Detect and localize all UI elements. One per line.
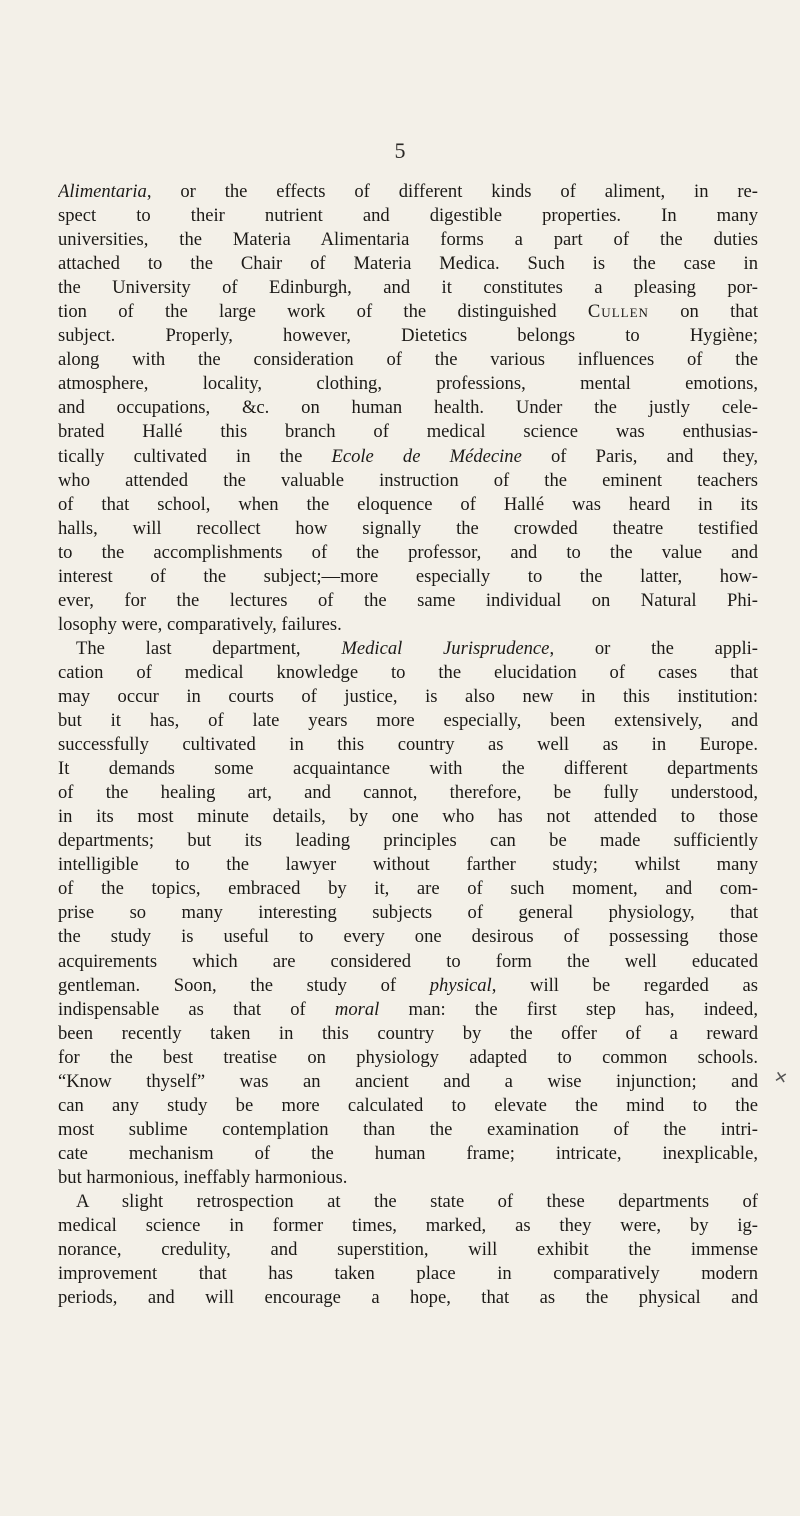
text-line: halls, will recollect how signally the crowded theatre testified bbox=[58, 517, 758, 539]
text-line: attached to the Chair of Materia Medica. Such is the case in bbox=[58, 253, 758, 275]
text-line: of that school, when the eloquence of Hallé was heard in its bbox=[58, 493, 758, 515]
text-line: and occupations, &c. on human health. Under the justly cele- bbox=[58, 397, 758, 419]
text-line: been recently taken in this country by the offer of a reward bbox=[58, 1022, 758, 1044]
margin-annotation-mark: ✕ bbox=[772, 1068, 789, 1089]
text-line: departments; but its leading principles can be made sufficiently bbox=[58, 830, 758, 852]
body-text bbox=[58, 180, 758, 1310]
text-line: It demands some acquaintance with the different departments bbox=[58, 758, 758, 780]
text-line: losophy were, comparatively, failures. bbox=[58, 613, 342, 635]
text-line: of the topics, embraced by it, are of such moment, and com- bbox=[58, 878, 758, 900]
text-line: Alimentaria, or the effects of different kinds of aliment, in re- bbox=[58, 181, 758, 202]
page-number: 5 bbox=[394, 138, 406, 163]
text-line: improvement that has taken place in comparatively modern bbox=[58, 1263, 758, 1285]
text-line: but it has, of late years more especially, been extensively, and bbox=[58, 710, 758, 732]
text-line: medical science in former times, marked, as they were, by ig- bbox=[58, 1215, 758, 1237]
text-line: norance, credulity, and superstition, will exhibit the immense bbox=[58, 1239, 758, 1261]
text-line: cation of medical knowledge to the elucidation of cases that bbox=[58, 661, 758, 683]
text-line: universities, the Materia Alimentaria forms a part of the duties bbox=[58, 229, 758, 251]
text-line: the study is useful to every one desirous of possessing those bbox=[58, 926, 758, 948]
text-line: subject. Properly, however, Dietetics belongs to Hygiène; bbox=[58, 325, 758, 347]
text-line: brated Hallé this branch of medical science was enthusias- bbox=[58, 421, 758, 443]
text-line: periods, and will encourage a hope, that as the physical and bbox=[58, 1287, 758, 1309]
text-line: can any study be more calculated to elevate the mind to the bbox=[58, 1094, 758, 1116]
text-line: intelligible to the lawyer without farther study; whilst many bbox=[58, 854, 758, 876]
text-line: prise so many interesting subjects of general physiology, that bbox=[58, 902, 758, 924]
text-line: acquirements which are considered to form the well educated bbox=[58, 950, 758, 972]
text-line: successfully cultivated in this country as well as in Europe. bbox=[58, 734, 758, 756]
text-line: who attended the valuable instruction of the eminent teachers bbox=[58, 469, 758, 491]
text-line: indispensable as that of moral man: the first step has, indeed, bbox=[58, 998, 758, 1020]
text-line: in its most minute details, by one who has not attended to those bbox=[58, 806, 758, 828]
text-line: A slight retrospection at the state of these departments of bbox=[76, 1190, 758, 1212]
text-line: most sublime contemplation than the examination of the intri- bbox=[58, 1118, 758, 1140]
text-line: may occur in courts of justice, is also new in this institution: bbox=[58, 685, 758, 707]
text-line: “Know thyself” was an ancient and a wise injunction; and bbox=[58, 1070, 758, 1092]
text-line: atmosphere, locality, clothing, professions, mental emotions, bbox=[58, 373, 758, 395]
text-line: of the healing art, and cannot, therefore, be fully understood, bbox=[58, 782, 758, 804]
text-line: interest of the subject;—more especially to the latter, how- bbox=[58, 565, 758, 587]
text-line: the University of Edinburgh, and it constitutes a pleasing por- bbox=[58, 277, 758, 299]
text-line: spect to their nutrient and digestible properties. In many bbox=[58, 205, 758, 227]
text-line: cate mechanism of the human frame; intricate, inexplicable, bbox=[58, 1142, 758, 1164]
text-line: along with the consideration of the various influences of the bbox=[58, 349, 758, 371]
text-line: tically cultivated in the Ecole de Médecine of Paris, and they, bbox=[58, 445, 758, 467]
text-line: gentleman. Soon, the study of physical, will be regarded as bbox=[58, 974, 758, 996]
text-line: ever, for the lectures of the same individual on Natural Phi- bbox=[58, 589, 758, 611]
text-line: but harmonious, ineffably harmonious. bbox=[58, 1166, 348, 1188]
text-line: to the accomplishments of the professor, and to the value and bbox=[58, 541, 758, 563]
text-line: tion of the large work of the distinguished Cullen on that bbox=[58, 301, 758, 323]
text-line: for the best treatise on physiology adapted to common schools. bbox=[58, 1046, 758, 1068]
text-line: The last department, Medical Jurisprudence, or the appli- bbox=[76, 637, 758, 659]
